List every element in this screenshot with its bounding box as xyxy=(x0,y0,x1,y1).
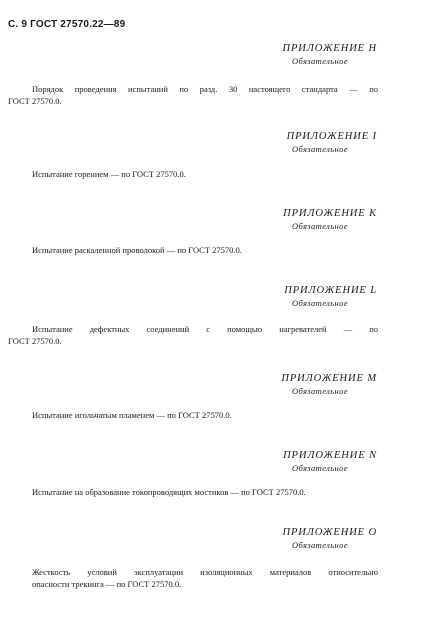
body-line: опасности трекинга — по ГОСТ 27570.0. xyxy=(32,579,182,589)
annex-subtitle: Обязательное xyxy=(291,221,348,231)
annex-heading-k xyxy=(0,207,377,232)
annex-body xyxy=(8,323,378,347)
annex-heading-l xyxy=(0,284,377,309)
annex-heading-n xyxy=(0,449,377,474)
annex-heading-o xyxy=(0,526,377,551)
body-line: Испытание горением — по ГОСТ 27570.0. xyxy=(32,169,186,179)
body-line: ГОСТ 27570.0. xyxy=(8,336,62,346)
body-line: Испытание на образование токопроводящих мостиков — по ГОСТ 27570.0. xyxy=(32,487,306,497)
annex-body xyxy=(32,566,378,590)
annex-body xyxy=(32,409,232,421)
annex-title: ПРИЛОЖЕНИЕ М xyxy=(281,373,377,384)
annex-subtitle: Обязательное xyxy=(291,144,348,154)
body-line: Испытание раскаленной проволокой — по ГОСТ 27570.0. xyxy=(32,245,242,255)
annex-subtitle: Обязательное xyxy=(291,386,348,396)
page-header: С. 9 ГОСТ 27570.22—89 xyxy=(8,19,126,30)
annex-body xyxy=(32,486,306,498)
annex-heading-h xyxy=(0,42,377,67)
annex-body xyxy=(8,83,378,107)
annex-title: ПРИЛОЖЕНИЕ К xyxy=(283,208,377,219)
annex-heading-m xyxy=(0,372,377,397)
annex-title: ПРИЛОЖЕНИЕ N xyxy=(283,450,377,461)
annex-subtitle: Обязательное xyxy=(291,56,348,66)
annex-body xyxy=(32,244,242,256)
annex-title: ПРИЛОЖЕНИЕ L xyxy=(284,285,377,296)
annex-subtitle: Обязательное xyxy=(291,298,348,308)
body-line: Испытание игольчатым пламенем — по ГОСТ 27570.0. xyxy=(32,410,232,420)
annex-title: ПРИЛОЖЕНИЕ I xyxy=(286,131,377,142)
body-line: Порядок проведения испытаний по разд. 30 настоящего стандарта — по xyxy=(32,84,378,94)
annex-title: ПРИЛОЖЕНИЕ Н xyxy=(282,43,377,54)
body-line: Испытание дефектных соединений с помощью нагревателей — по xyxy=(32,324,378,334)
body-line: Жесткость условий эксплуатации изоляционных материалов относительно xyxy=(32,567,378,577)
annex-subtitle: Обязательное xyxy=(291,540,348,550)
annex-title: ПРИЛОЖЕНИЕ О xyxy=(282,527,377,538)
body-line: ГОСТ 27570.0. xyxy=(8,96,62,106)
annex-heading-i xyxy=(0,130,377,155)
annex-subtitle: Обязательное xyxy=(291,463,348,473)
annex-body xyxy=(32,168,186,180)
